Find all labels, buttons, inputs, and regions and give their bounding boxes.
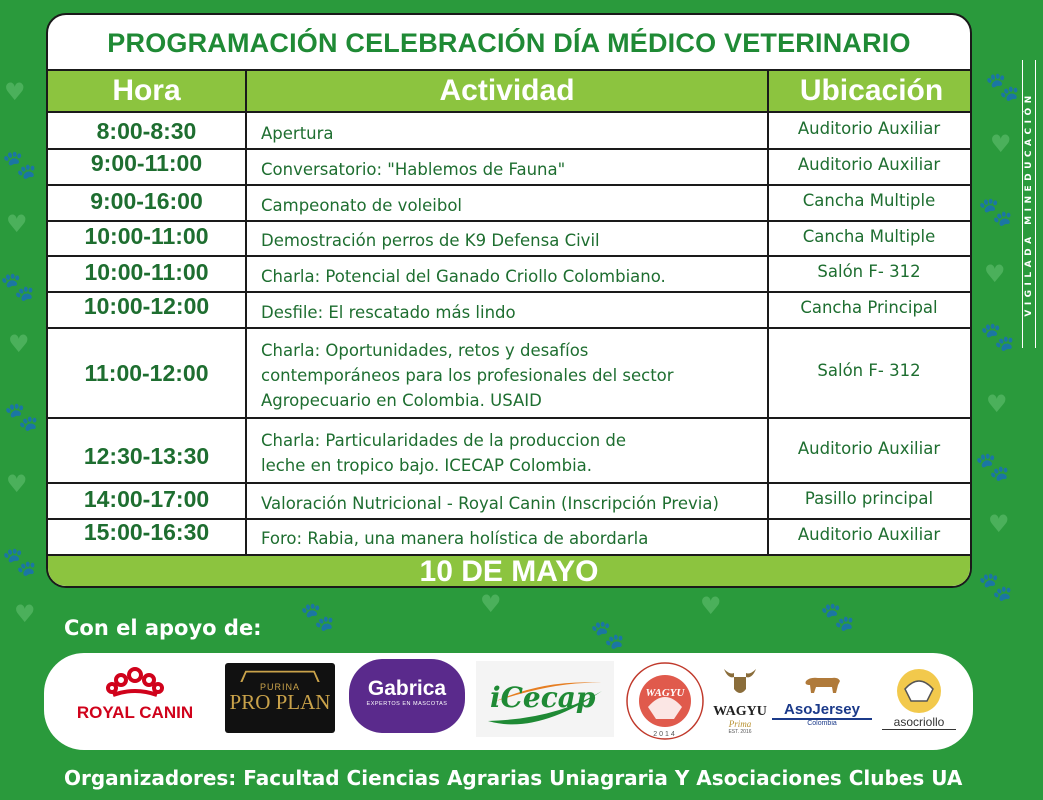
activity-cell (261, 121, 761, 146)
time-cell: 12:30-13:30 (83, 443, 210, 469)
activity-line: Campeonato de voleibol (261, 195, 463, 215)
royal-canin-text: ROYAL CANIN (76, 703, 194, 722)
paw-icon: 🐾 (300, 600, 335, 633)
location-cell: Cancha Multiple (802, 227, 936, 246)
heart-icon: ♥ (480, 590, 502, 618)
activity-cell (261, 338, 761, 413)
activity-cell (261, 193, 761, 218)
wagyu-year-text: 2014 (653, 731, 677, 738)
location-cell: Auditorio Auxiliar (797, 525, 941, 544)
activity-line: leche en tropico bajo. ICECAP Colombia. (261, 455, 593, 475)
time-cell: 14:00-17:00 (83, 486, 210, 512)
heart-icon: ♥ (6, 470, 28, 498)
heart-icon: ♥ (14, 600, 36, 628)
activity-cell (261, 300, 761, 325)
activity-line: Agropecuario en Colombia. USAID (261, 390, 542, 410)
time-cell: 11:00-12:00 (84, 360, 209, 386)
side-label: VIGILADA MINEDUCACIÓN (1024, 91, 1034, 317)
heart-icon: ♥ (988, 510, 1010, 538)
cow-icon (800, 671, 844, 697)
location-cell: Cancha Principal (800, 298, 938, 317)
activity-line: Charla: Potencial del Ganado Criollo Colombiano. (261, 266, 666, 286)
wagyu-association-logo (624, 657, 706, 745)
activity-line: Charla: Oportunidades, retos y desafíos (261, 340, 589, 360)
schedule-board (46, 13, 972, 588)
header-hora: Hora (48, 69, 245, 113)
activity-cell (261, 228, 761, 253)
location-cell: Salón F- 312 (817, 262, 921, 281)
activity-line: Valoración Nutricional - Royal Canin (Inscripción Previa) (261, 493, 719, 513)
organizers-text: Organizadores: Facultad Ciencias Agrarias Uniagraria Y Asociaciones Clubes UA (64, 766, 963, 790)
activity-line: Foro: Rabia, una manera holística de abordarla (261, 529, 649, 548)
activity-cell (261, 264, 761, 289)
time-cell: 9:00-16:00 (90, 188, 203, 214)
heart-icon: ♥ (700, 592, 722, 620)
time-cell: 8:00-8:30 (96, 118, 197, 144)
paw-icon: 🐾 (2, 545, 37, 578)
activity-cell (261, 491, 761, 516)
icecap-text: iCecap (490, 681, 596, 714)
header-actividad: Actividad (247, 69, 767, 113)
asocriollo-emblem (891, 665, 947, 715)
wagyu-badge-text: WAGYU (645, 687, 685, 699)
activity-line: Apertura (261, 123, 334, 143)
wagyu-prima-logo (712, 661, 768, 743)
gabrica-subtitle: EXPERTOS EN MASCOTAS (366, 701, 448, 707)
gabrica-logo (349, 659, 465, 733)
activity-line: contemporáneos para los profesionales del sector (261, 365, 674, 385)
paw-icon: 🐾 (978, 570, 1013, 603)
royal-canin-logo (64, 665, 206, 737)
paw-icon: 🐾 (0, 270, 35, 303)
activity-line: Conversatorio: "Hablemos de Fauna" (261, 159, 566, 179)
purina-pro-plan-logo (225, 663, 335, 733)
purina-text: PURINA (259, 682, 300, 692)
location-cell: Pasillo principal (804, 489, 934, 508)
paw-icon: 🐾 (985, 70, 1020, 103)
heart-icon: ♥ (8, 330, 30, 358)
location-cell: Cancha Multiple (802, 191, 936, 210)
sponsor-logos (44, 653, 973, 750)
heart-icon: ♥ (984, 260, 1006, 288)
pro-plan-text: PRO PLAN (229, 690, 331, 714)
activity-line: Demostración perros de K9 Defensa Civil (261, 231, 600, 250)
gabrica-text: Gabrica (367, 677, 447, 700)
time-cell: 10:00-11:00 (84, 259, 209, 285)
heart-icon: ♥ (986, 390, 1008, 418)
wagyu-est-text: EST. 2016 (728, 729, 752, 735)
wagyu-prima-text: Prima (728, 719, 752, 729)
location-cell: Auditorio Auxiliar (797, 119, 941, 138)
time-cell: 10:00-11:00 (84, 223, 209, 249)
activity-line: Desfile: El rescatado más lindo (261, 302, 516, 322)
heart-icon: ♥ (4, 78, 26, 106)
header-ubicacion: Ubicación (769, 69, 972, 113)
paw-icon: 🐾 (980, 320, 1015, 353)
paw-icon: 🐾 (975, 450, 1010, 483)
heart-icon: ♥ (990, 130, 1012, 158)
time-cell: 9:00-11:00 (90, 150, 203, 176)
activity-cell (261, 157, 761, 182)
roof-shape (240, 671, 319, 682)
location-cell: Auditorio Auxiliar (797, 155, 941, 174)
asojersey-text: AsoJersey (772, 701, 872, 720)
location-cell: Salón F- 312 (817, 361, 921, 380)
asojersey-subtitle: Colombia (807, 720, 837, 727)
paw-icon: 🐾 (978, 195, 1013, 228)
time-cell: 10:00-12:00 (83, 293, 210, 319)
activity-line: Charla: Particularidades de la produccion de (261, 430, 627, 450)
asocriollo-text: asocriollo (882, 715, 956, 730)
event-date: 10 DE MAYO (48, 554, 970, 588)
paw-icon: 🐾 (2, 148, 37, 181)
paw-icon: 🐾 (4, 400, 39, 433)
crown-icon (105, 665, 165, 699)
bull-head-icon (720, 661, 760, 701)
paw-icon: 🐾 (590, 618, 625, 651)
icecap-logo (476, 661, 614, 737)
wagyu-ring-text (624, 657, 625, 658)
wagyu-name-text: WAGYU (713, 704, 767, 719)
activity-cell (261, 526, 761, 551)
heart-icon: ♥ (6, 210, 28, 238)
page-title: PROGRAMACIÓN CELEBRACIÓN DÍA MÉDICO VETERINARIO (107, 28, 911, 58)
asojersey-logo (772, 671, 872, 735)
asocriollo-logo (882, 665, 956, 737)
support-label: Con el apoyo de: (64, 616, 262, 640)
paw-icon: 🐾 (820, 600, 855, 633)
activity-cell (261, 428, 761, 478)
time-cell: 15:00-16:30 (83, 519, 210, 545)
location-cell: Auditorio Auxiliar (797, 439, 941, 458)
